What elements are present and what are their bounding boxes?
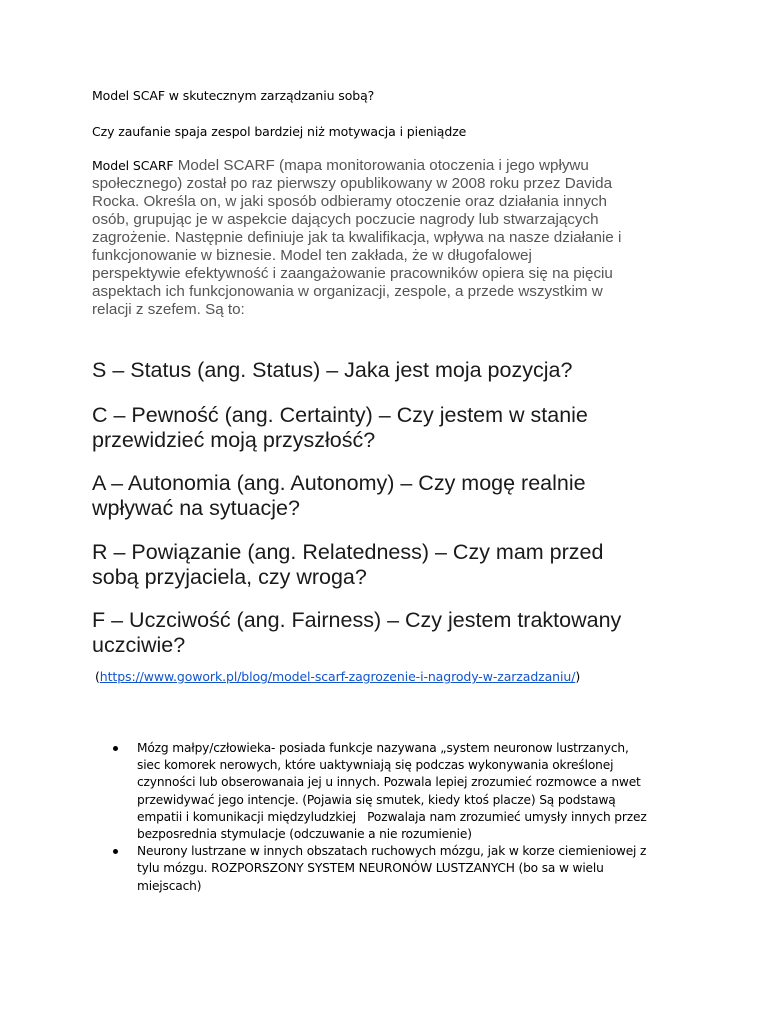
bullet-line: Mózg małpy/człowieka- posiada funkcje nazywana „system neuronow lustrzanych, <box>137 741 629 755</box>
intro-text: Model SCARF (mapa monitorowania otoczenia i jego wpływu <box>177 157 589 174</box>
bullet-line: miejscach) <box>137 878 202 893</box>
intro-line: perspektywie efektywność i zaangażowanie pracowników opiera się na pięciu <box>92 265 613 282</box>
source-close-paren: ) <box>575 669 581 684</box>
aspect-line: A – Autonomia (ang. Autonomy) – Czy mogę realnie <box>92 471 586 495</box>
bullet-line: siec komorek nerowych, które uaktywniają się podczas wykonywania określonej <box>137 758 614 773</box>
aspect-line: wpływać na sytuacje? <box>92 496 300 520</box>
intro-paragraph <box>92 157 692 319</box>
aspect-fairness <box>92 608 621 658</box>
intro-line: zagrożenie. Następnie definiuje jak ta kwalifikacja, wpływa na nasze działanie i <box>92 229 622 246</box>
aspect-line: uczciwie? <box>92 633 186 657</box>
bullet-line: przewidywać jego intencje. (Pojawia się smutek, kiedy ktoś placze) Są podstawą <box>137 792 616 807</box>
intro-line: relacji z szefem. Są to: <box>92 301 245 318</box>
source-citation <box>95 669 580 685</box>
intro-line: funkcjonowanie w biznesie. Model ten zakłada, że w długofalowej <box>92 247 532 264</box>
notes-bullet-list <box>110 740 690 895</box>
intro-line: osób, grupując je w aspekcie dających poczucie nagrody lub stwarzających <box>92 211 599 228</box>
aspect-relatedness <box>92 540 603 590</box>
bullet-line: tylu mózgu. ROZPORSZONY SYSTEM NEURONÓW LUSTZANYCH (bo sa w wielu <box>137 861 604 876</box>
intro-line: aspektach ich funkcjonowania w organizacji, zespole, a przede wszystkim w <box>92 283 603 300</box>
bullet-dot-icon <box>113 849 118 854</box>
intro-line <box>92 157 692 175</box>
aspect-certainty <box>92 403 588 453</box>
aspect-autonomy <box>92 471 586 521</box>
intro-lead: Model SCARF <box>92 158 174 173</box>
aspect-line: przewidzieć moją przyszłość? <box>92 428 376 452</box>
aspect-line: S – Status (ang. Status) – Jaka jest moja pozycja? <box>92 358 573 382</box>
aspect-status <box>92 358 572 383</box>
bullet-line: Neurony lustrzane w innych obszatach ruchowych mózgu, jak w korze ciemieniowej z <box>137 844 647 859</box>
bullet-line: empatii i komunikacji międzyludzkiej Pozwalaja nam zrozumieć umysły innych przez <box>137 809 647 824</box>
bullet-dot-icon <box>113 746 118 751</box>
bullet-line: bezposrednia stymulacje (odczuwanie a nie rozumienie) <box>137 827 472 842</box>
source-link[interactable]: https://www.gowork.pl/blog/model-scarf-zagrozenie-i-nagrody-w-zarzadzaniu/ <box>99 669 576 684</box>
document-title: Model SCAF w skutecznym zarządzaniu sobą? <box>92 88 375 103</box>
bullet-line: czynności lub obserowanaia jej u innych. Pozwala lepiej zrozumieć rozmowce a nwet <box>137 775 641 790</box>
document-subtitle: Czy zaufanie spaja zespol bardziej niż motywacja i pieniądze <box>92 124 467 139</box>
aspect-line: F – Uczciwość (ang. Fairness) – Czy jestem traktowany <box>92 608 622 632</box>
aspect-line: C – Pewność (ang. Certainty) – Czy jestem w stanie <box>92 403 588 427</box>
aspect-line: R – Powiązanie (ang. Relatedness) – Czy mam przed <box>92 540 604 564</box>
source-open-paren: ( <box>95 669 100 684</box>
bullet-item <box>110 740 690 843</box>
aspect-line: sobą przyjaciela, czy wroga? <box>92 565 367 589</box>
intro-line: społecznego) został po raz pierwszy opublikowany w 2008 roku przez Davida <box>92 175 613 192</box>
intro-line: Rocka. Określa on, w jaki sposób odbieramy otoczenie oraz działania innych <box>92 193 607 210</box>
bullet-item <box>110 843 690 895</box>
